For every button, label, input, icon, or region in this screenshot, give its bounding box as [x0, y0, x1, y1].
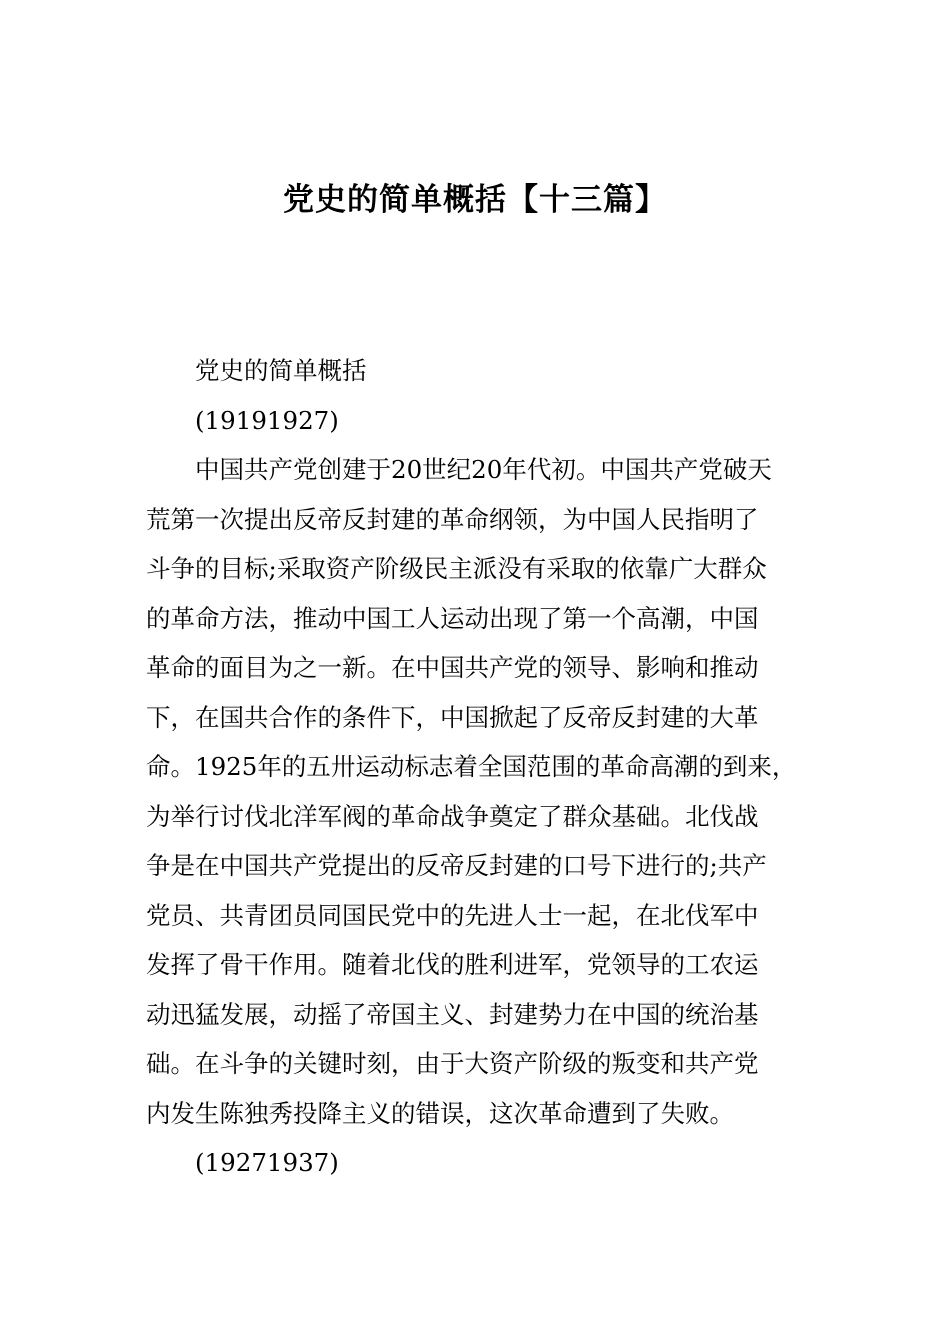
paragraph-line: 争是在中国共产党提出的反帝反封建的口号下进行的;共产: [146, 851, 767, 880]
period-label: (19191927): [195, 405, 339, 435]
document-body: [146, 346, 806, 1188]
paragraph-line: 荒第一次提出反帝反封建的革命纲领，为中国人民指明了: [146, 504, 759, 534]
paragraph-line: 中国共产党创建于20世纪20年代初。中国共产党破天: [195, 455, 772, 484]
paragraph-line: 斗争的目标;采取资产阶级民主派没有采取的依靠广大群众: [146, 554, 767, 583]
paragraph-line: 发挥了骨干作用。随着北伐的胜利进军，党领导的工农运: [146, 950, 759, 979]
paragraph-line: 动迅猛发展，动摇了帝国主义、封建势力在中国的统治基: [146, 999, 759, 1029]
paragraph-line: 命。1925年的五卅运动标志着全国范围的革命高潮的到来，: [146, 752, 797, 781]
paragraph-line: 的革命方法，推动中国工人运动出现了第一个高潮，中国: [146, 603, 759, 633]
period-label: (19271937): [195, 1148, 339, 1177]
paragraph-line: 础。在斗争的关键时刻，由于大资产阶级的叛变和共产党: [146, 1049, 759, 1078]
paragraph-line: 内发生陈独秀投降主义的错误，这次革命遭到了失败。: [146, 1098, 734, 1128]
paragraph-line: 党员、共青团员同国民党中的先进人士一起，在北伐军中: [146, 900, 759, 930]
paragraph-line: 下，在国共合作的条件下，中国掀起了反帝反封建的大革: [146, 702, 759, 732]
paragraph-line: 革命的面目为之一新。在中国共产党的领导、影响和推动: [146, 653, 759, 682]
section-heading: 党史的简单概括: [195, 356, 367, 385]
paragraph-line: 为举行讨伐北洋军阀的革命战争奠定了群众基础。北伐战: [146, 801, 759, 831]
document-title: 党史的简单概括【十三篇】: [283, 182, 667, 218]
